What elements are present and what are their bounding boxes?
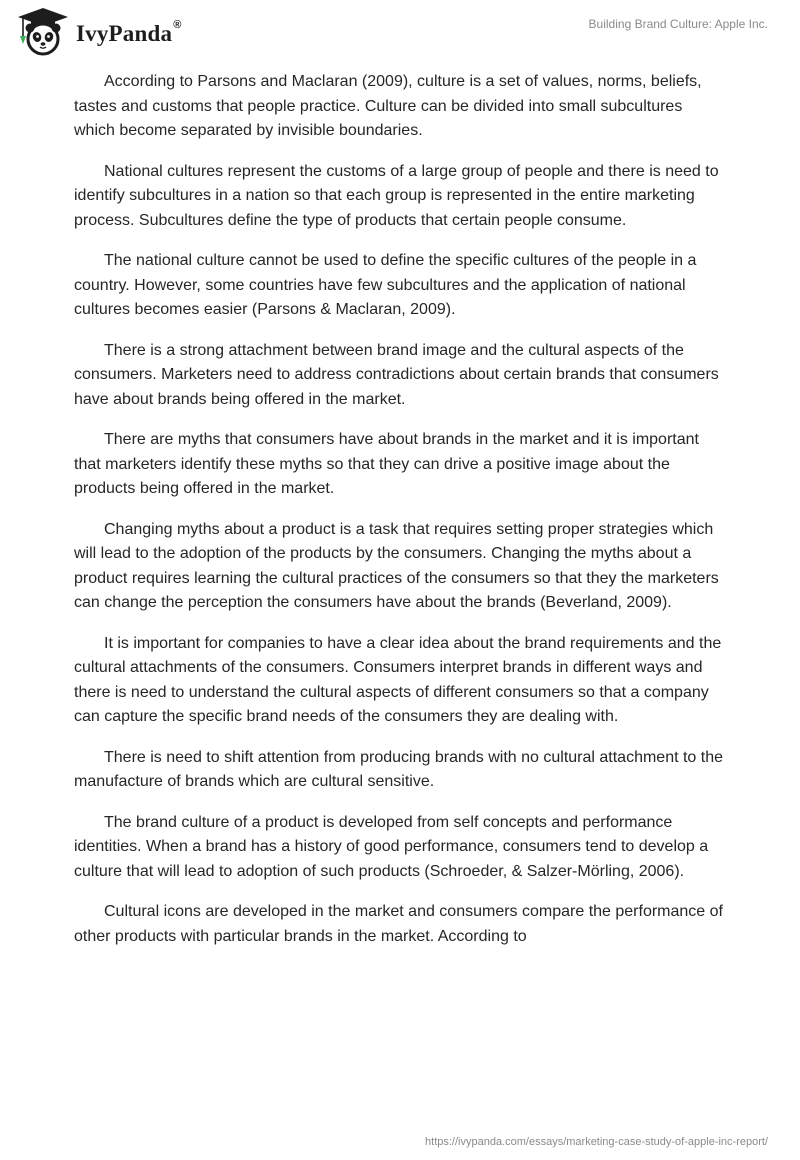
paragraph: Cultural icons are developed in the market and consumers compare the performance of other products with particular brands in the market. According to	[74, 903, 723, 945]
panda-graduate-icon	[14, 6, 72, 58]
registered-mark: ®	[173, 19, 182, 31]
paragraph: According to Parsons and Maclaran (2009), culture is a set of values, norms, beliefs, tastes and customs that people practice. Culture can be divided into small subcultures which become separated by invisible boundaries.	[74, 73, 702, 139]
page-header	[0, 0, 800, 70]
paragraph: National cultures represent the customs of a large group of people and there is need to identify subcultures in a nation so that each group is represented in the entire marketing process. Subcultures define the type of products that certain people consume.	[74, 162, 719, 229]
paragraph: The brand culture of a product is developed from self concepts and performance identities. When a brand has a history of good performance, consumers tend to develop a culture that will lead to adoption of such products (Schroeder, & Salzer-Mörling, 2006).	[74, 813, 709, 880]
paragraph: There are myths that consumers have about brands in the market and it is important that marketers identify these myths so that they can drive a positive image about the products being offered in the market.	[74, 431, 699, 497]
brand-name: IvyPanda®	[76, 19, 182, 46]
paragraph: There is need to shift attention from producing brands with no cultural attachment to the manufacture of brands which are cultural sensitive.	[74, 748, 724, 790]
paragraph: The national culture cannot be used to define the specific cultures of the people in a country. However, some countries have few subcultures and the application of national cultures becomes easier (Parsons & Maclaran, 2009).	[74, 252, 697, 318]
document-title: Building Brand Culture: Apple Inc.	[588, 17, 768, 31]
paragraph: It is important for companies to have a clear idea about the brand requirements and the cultural attachments of the consumers. Consumers interpret brands in different ways and there is need to understand the cultural aspects of different consumers so that a company can capture the specific brand needs of the consumers they are dealing with.	[74, 634, 722, 725]
source-url[interactable]: https://ivypanda.com/essays/marketing-case-study-of-apple-inc-report/	[425, 1136, 768, 1148]
brand-logo[interactable]	[14, 6, 182, 58]
paragraph: There is a strong attachment between brand image and the cultural aspects of the consumers. Marketers need to address contradictions about certain brands that consumers have about brands being offered in the market.	[74, 341, 719, 408]
essay-body	[74, 70, 726, 965]
paragraph: Changing myths about a product is a task that requires setting proper strategies which will lead to the adoption of the products by the consumers. Changing the myths about a product requires learning the cultural practices of the consumers so that they the marketers can change the perception the consumers have about the brands (Beverland, 2009).	[74, 520, 719, 611]
